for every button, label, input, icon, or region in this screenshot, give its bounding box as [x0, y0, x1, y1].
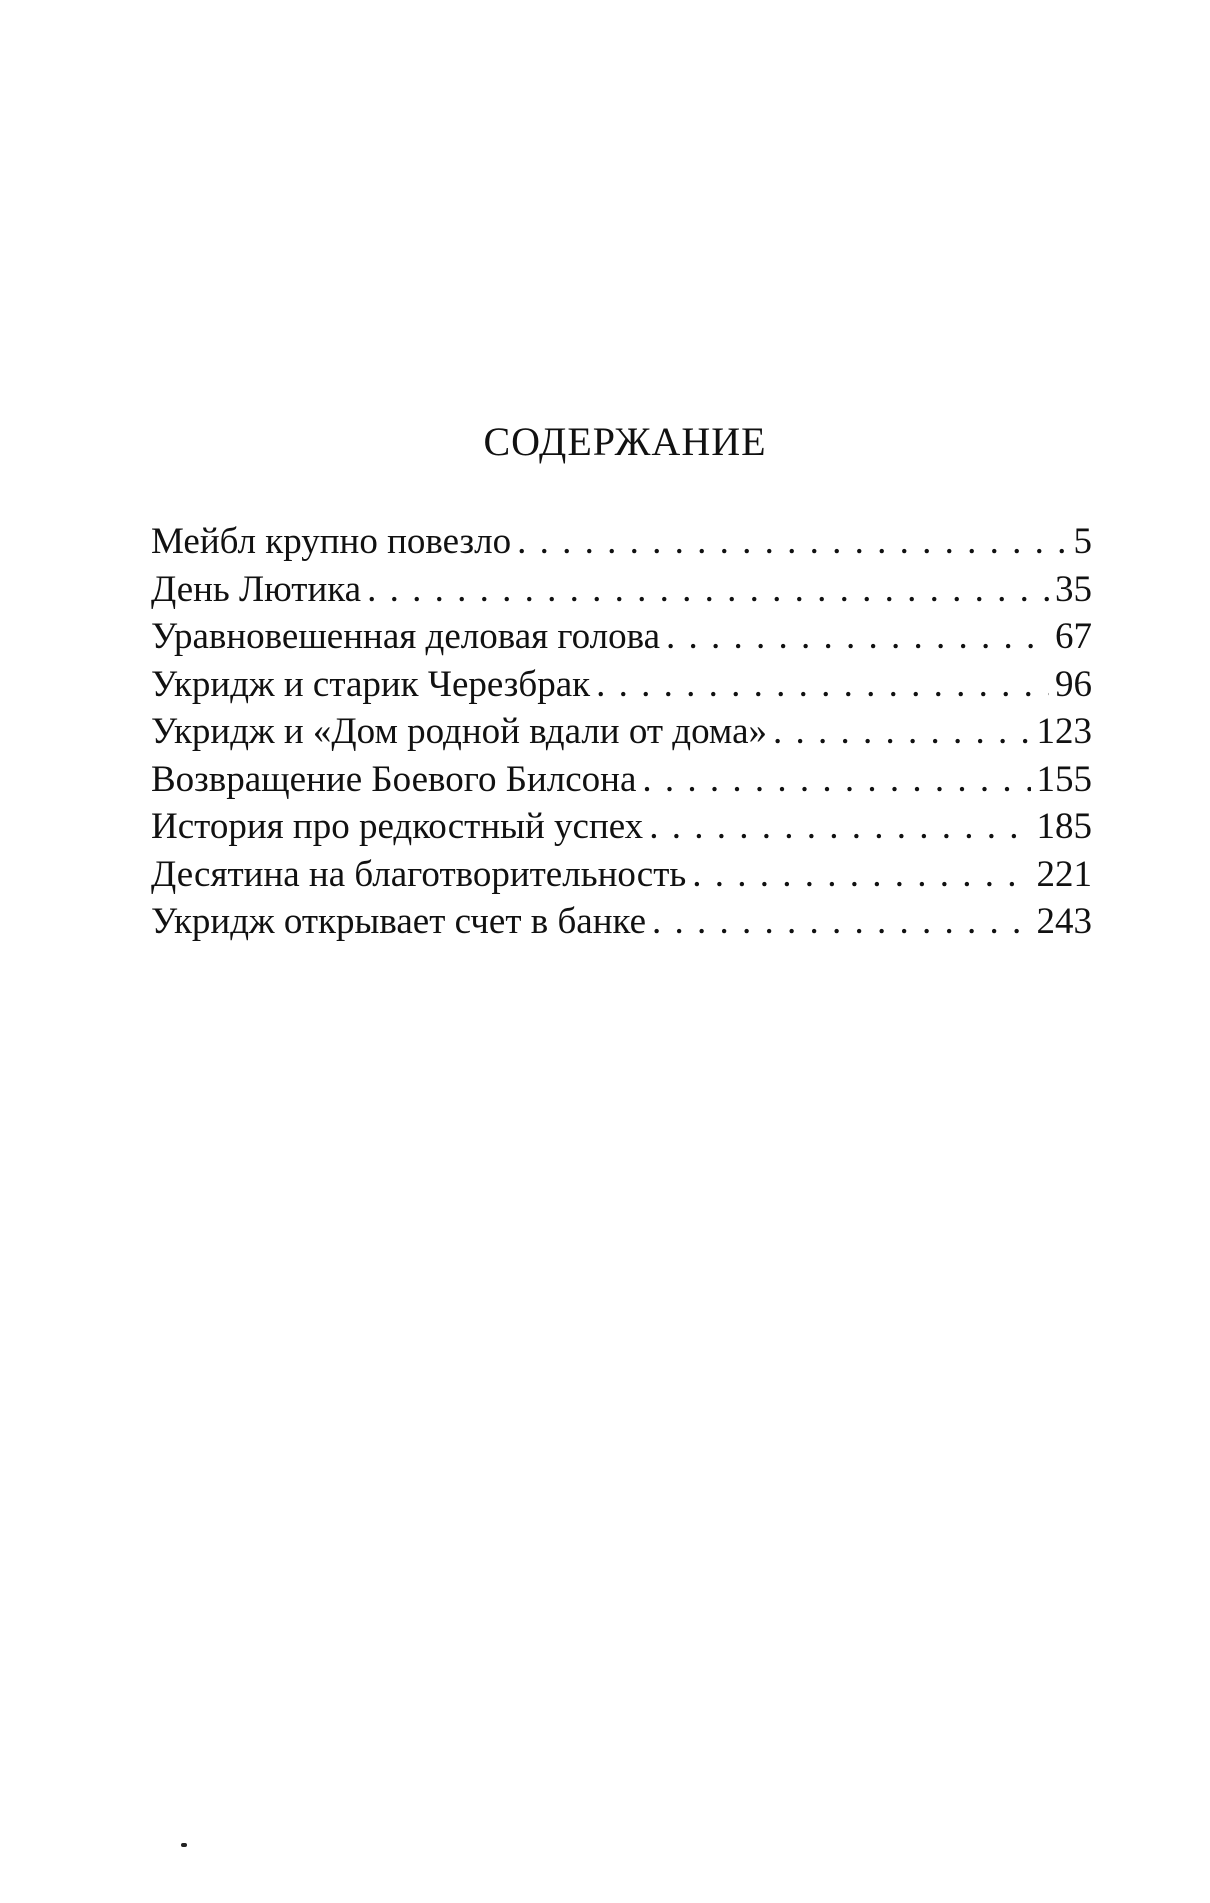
dot-leader: [642, 756, 1030, 804]
entry-page-number: 96: [1055, 663, 1092, 705]
dot-leader: [517, 518, 1067, 566]
entry-page-number: 123: [1036, 711, 1092, 752]
contents-entry: [151, 851, 1092, 899]
contents-entry: [151, 708, 1092, 756]
contents-entry: [151, 518, 1092, 566]
entry-page-number: 67: [1055, 616, 1092, 657]
contents-entry: [151, 756, 1092, 804]
entry-page-number: 5: [1073, 521, 1092, 562]
contents-entry: [151, 613, 1092, 661]
entry-title: Возвращение Боевого Билсона: [151, 758, 637, 800]
contents-entry: [151, 661, 1092, 709]
print-speck: [181, 1843, 187, 1847]
entry-page-number: 221: [1036, 853, 1092, 895]
contents-list: [151, 518, 1092, 946]
entry-page-number: 155: [1036, 758, 1092, 800]
entry-title: Укридж и «Дом родной вдали от дома»: [151, 711, 767, 752]
contents-entry: [151, 803, 1092, 851]
contents-entry: [151, 566, 1092, 614]
contents-heading: СОДЕРЖАНИЕ: [483, 419, 767, 464]
dot-leader: [652, 898, 1030, 946]
entry-title: История про редкостный успех: [151, 806, 644, 847]
entry-page-number: 185: [1036, 806, 1092, 847]
entry-page-number: 243: [1036, 901, 1092, 942]
entry-title: Десятина на благотворительность: [151, 853, 687, 895]
dot-leader: [367, 566, 1049, 614]
dot-leader: [692, 851, 1030, 899]
dot-leader: [649, 803, 1030, 851]
entry-title: Уравновешенная деловая голова: [151, 616, 661, 657]
dot-leader: [666, 613, 1049, 661]
contents-entry: [151, 898, 1092, 946]
entry-title: Укридж и старик Черезбрак: [151, 663, 591, 705]
entry-title: День Лютика: [151, 568, 362, 610]
dot-leader: [596, 661, 1049, 709]
entry-page-number: 35: [1055, 568, 1092, 610]
dot-leader: [773, 708, 1031, 756]
entry-title: Мейбл крупно повезло: [151, 521, 512, 562]
entry-title: Укридж открывает счет в банке: [151, 901, 647, 942]
